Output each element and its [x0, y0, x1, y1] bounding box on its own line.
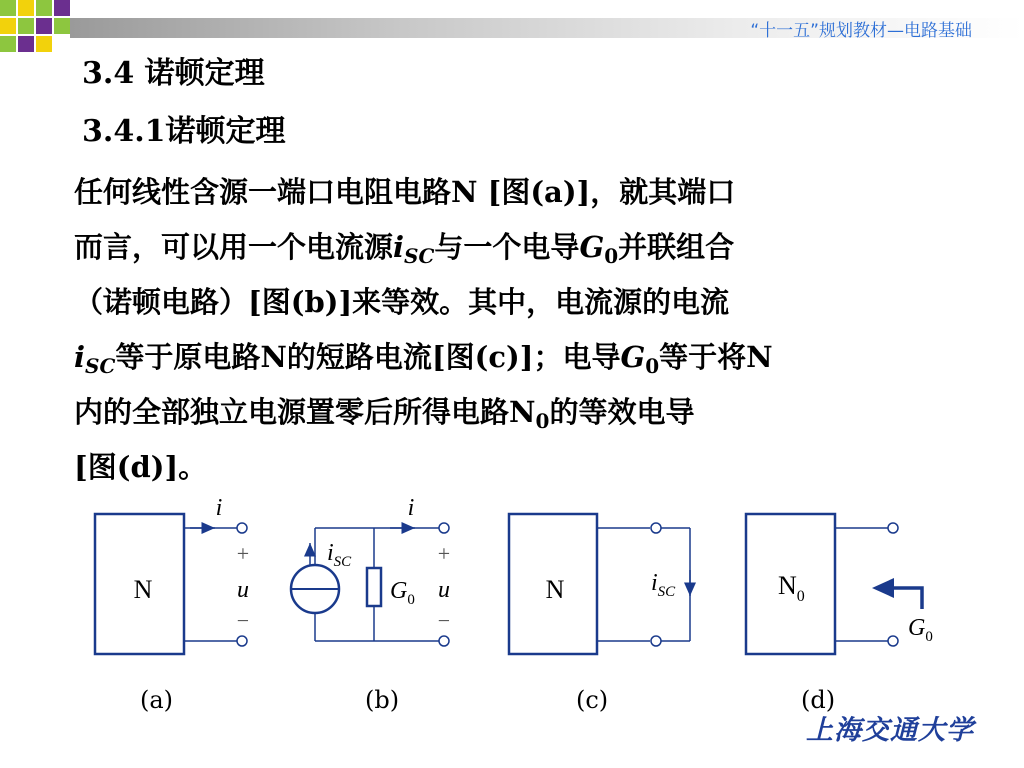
text-run: 的等效电导: [549, 395, 695, 429]
text-run: 等于原电路N的短路电流[图(c)]；电导: [115, 340, 621, 374]
caption-c: (c): [576, 686, 609, 714]
conductance-label: $G_0$: [390, 578, 415, 608]
terminal: [888, 523, 898, 533]
caption-a: (a): [140, 686, 174, 714]
conductance-label: $G_0$: [908, 615, 933, 645]
terminal: [439, 523, 449, 533]
caption-b: (b): [365, 686, 400, 714]
current-label: i: [215, 495, 223, 521]
voltage-label: u: [237, 577, 249, 603]
text-run: 任何线性含源一端口电阻电路N [图(a)]，就其端口: [74, 175, 736, 209]
minus-sign: −: [236, 608, 250, 633]
short-current-label: $i_{SC}$: [651, 570, 676, 600]
paragraph-line-1: [74, 165, 974, 220]
text-run: （诺顿电路）[图(b)]来等效。其中，电流源的电流: [74, 285, 730, 319]
circuit-d: [746, 514, 933, 654]
sub-0: 0: [535, 409, 550, 433]
text-run: 而言，可以用一个电流源: [74, 230, 394, 264]
corner-squares-logo: [0, 0, 80, 60]
subsection-heading: 3.4.1诺顿定理: [82, 114, 286, 149]
text-run: [图(d)]。: [74, 450, 208, 484]
voltage-label: u: [438, 577, 450, 603]
circuit-diagrams: [0, 486, 1024, 686]
plus-sign: +: [236, 541, 250, 566]
minus-sign: −: [437, 608, 451, 633]
sub-sc: SC: [404, 244, 435, 268]
text-run: 并联组合: [618, 230, 735, 264]
text-run: 等于将N: [659, 340, 773, 374]
circuit-b: [291, 495, 450, 646]
var-i: i: [393, 230, 405, 264]
box-label: $N_0$: [778, 571, 805, 605]
current-label: i: [407, 495, 415, 521]
terminal: [651, 523, 661, 533]
circuit-c: [509, 514, 690, 654]
terminal: [237, 636, 247, 646]
var-i: i: [74, 340, 86, 374]
caption-d: (d): [801, 686, 836, 714]
text-run: 与一个电导: [434, 230, 580, 264]
sub-0: 0: [645, 354, 660, 378]
terminal: [888, 636, 898, 646]
paragraph-line-3: [74, 275, 974, 330]
circuit-a: [95, 495, 249, 654]
theorem-paragraph: [74, 165, 974, 495]
box-label: N: [133, 575, 153, 604]
var-g: G: [579, 230, 605, 264]
var-g: G: [620, 340, 646, 374]
plus-sign: +: [437, 541, 451, 566]
top-bar: [0, 0, 1024, 46]
text-run: 内的全部独立电源置零后所得电路N: [74, 395, 536, 429]
sub-sc: SC: [85, 354, 116, 378]
terminal: [237, 523, 247, 533]
series-title: “十一五”规划教材—电路基础: [750, 21, 972, 41]
section-heading: 3.4 诺顿定理: [82, 56, 265, 91]
sub-0: 0: [604, 244, 619, 268]
paragraph-line-2: [74, 220, 974, 275]
terminal: [439, 636, 449, 646]
paragraph-line-5: [74, 385, 974, 440]
paragraph-line-4: [74, 330, 974, 385]
source-label: $i_{SC}$: [327, 540, 352, 570]
arrow-head-icon: [872, 578, 894, 598]
terminal: [651, 636, 661, 646]
university-logo: 上海交通大学: [806, 715, 974, 746]
conductance-resistor-icon: [367, 568, 381, 606]
box-label: N: [545, 575, 565, 604]
